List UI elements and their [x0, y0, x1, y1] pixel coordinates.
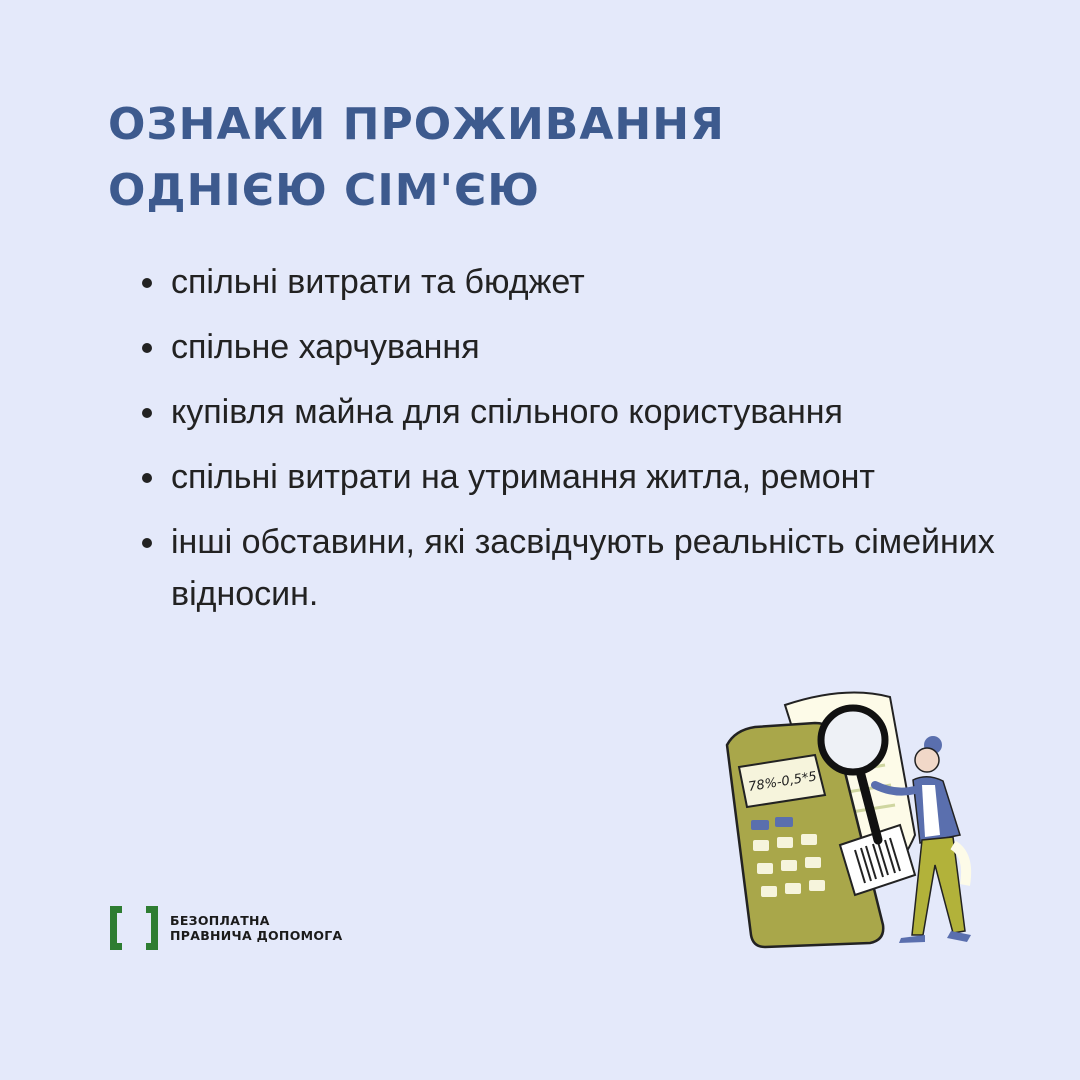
- list-item: спільні витрати на утримання житла, ремонт: [140, 451, 1000, 503]
- title-line-1: ОЗНАКИ ПРОЖИВАННЯ: [108, 99, 725, 150]
- list-item: інші обставини, які засвідчують реальність сімейних відносин.: [140, 516, 1000, 620]
- list-item: купівля майна для спільного користування: [140, 386, 1000, 438]
- logo-text: [170, 913, 343, 943]
- logo-line-1: БЕЗОПЛАТНА: [170, 913, 270, 928]
- logo-line-2: ПРАВНИЧА ДОПОМОГА: [170, 928, 343, 943]
- signs-list: [140, 256, 1000, 633]
- calculator-display: 78%-0,5*5: [747, 769, 818, 795]
- bracket-logo-icon: [108, 906, 160, 950]
- list-item: спільні витрати та бюджет: [140, 256, 1000, 308]
- page-title: [108, 92, 725, 224]
- calculator-illustration: [715, 685, 985, 960]
- logo: [108, 906, 343, 950]
- list-item: спільне харчування: [140, 321, 1000, 373]
- title-line-2: ОДНІЄЮ СІМ'ЄЮ: [108, 165, 540, 216]
